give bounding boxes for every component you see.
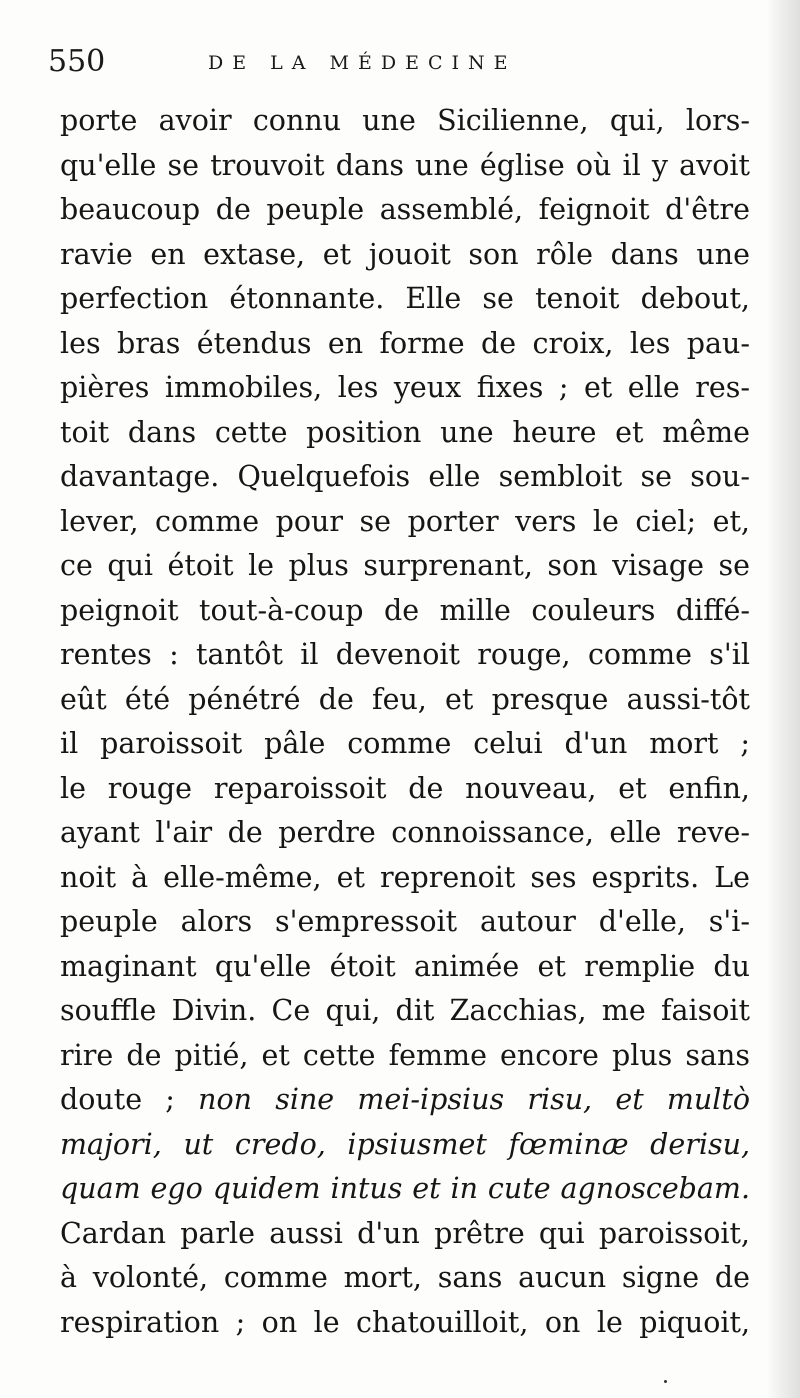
- text-line: les bras étendus en forme de croix, les pau-: [60, 326, 750, 360]
- text-line: beaucoup de peuple assemblé, feignoit d'être: [60, 193, 750, 226]
- text-line: qu'elle se trouvoit dans une église où il y avoit: [60, 148, 750, 182]
- page-number: 550: [48, 44, 106, 79]
- text-line: pières immobiles, les yeux fixes ; et elle res-: [60, 371, 750, 404]
- latin-quote-line: majori, ut credo, ipsiusmet fœminæ derisu,: [60, 1127, 750, 1161]
- text-line: peignoit tout-à-coup de mille couleurs diffé-: [60, 593, 750, 627]
- print-speck: [664, 1380, 667, 1383]
- roman-text: doute ;: [60, 1083, 199, 1116]
- text-line: eût été pénétré de feu, et presque aussi-tôt: [60, 682, 750, 716]
- text-line: noit à elle-même, et reprenoit ses esprits. Le: [60, 860, 750, 894]
- text-line: respiration ; on le chatouilloit, on le piquoit,: [60, 1305, 750, 1339]
- body-text: [60, 99, 750, 1345]
- text-line: ce qui étoit le plus surprenant, son visage se: [60, 549, 750, 582]
- text-line: Cardan parle aussi d'un prêtre qui paroissoit,: [60, 1216, 750, 1250]
- text-line: rire de pitié, et cette femme encore plus sans: [60, 1038, 750, 1072]
- text-line: perfection étonnante. Elle se tenoit debout,: [60, 282, 750, 315]
- page-gutter-shadow: [766, 0, 800, 1398]
- text-line-mixed: [60, 1078, 750, 1123]
- text-line: maginant qu'elle étoit animée et remplie du: [60, 949, 750, 983]
- text-line: toit dans cette position une heure et même: [60, 415, 750, 449]
- text-line: à volonté, comme mort, sans aucun signe de: [60, 1261, 750, 1294]
- page-header: [48, 44, 768, 84]
- text-line: ravie en extase, et jouoit son rôle dans une: [60, 237, 750, 271]
- text-line: souffle Divin. Ce qui, dit Zacchias, me faisoit: [60, 994, 750, 1027]
- text-line: lever, comme pour se porter vers le ciel; et,: [60, 504, 750, 538]
- text-line: rentes : tantôt il devenoit rouge, comme s'il: [60, 638, 750, 671]
- text-line: peuple alors s'empressoit autour d'elle, s'i-: [60, 905, 750, 938]
- running-head: DE LA MÉDECINE: [208, 52, 517, 74]
- text-line: il paroissoit pâle comme celui d'un mort ;: [60, 727, 750, 760]
- latin-quote-text: non sine mei-ipsius risu, et multò: [198, 1083, 750, 1116]
- latin-quote-line: quam ego quidem intus et in cute agnoscebam.: [60, 1172, 750, 1205]
- text-line: le rouge reparoissoit de nouveau, et enfin,: [60, 771, 750, 805]
- text-line: ayant l'air de perdre connoissance, elle reve-: [60, 816, 750, 849]
- text-line: davantage. Quelquefois elle sembloit se sou-: [60, 460, 750, 493]
- text-line: porte avoir connu une Sicilienne, qui, lors-: [60, 104, 750, 137]
